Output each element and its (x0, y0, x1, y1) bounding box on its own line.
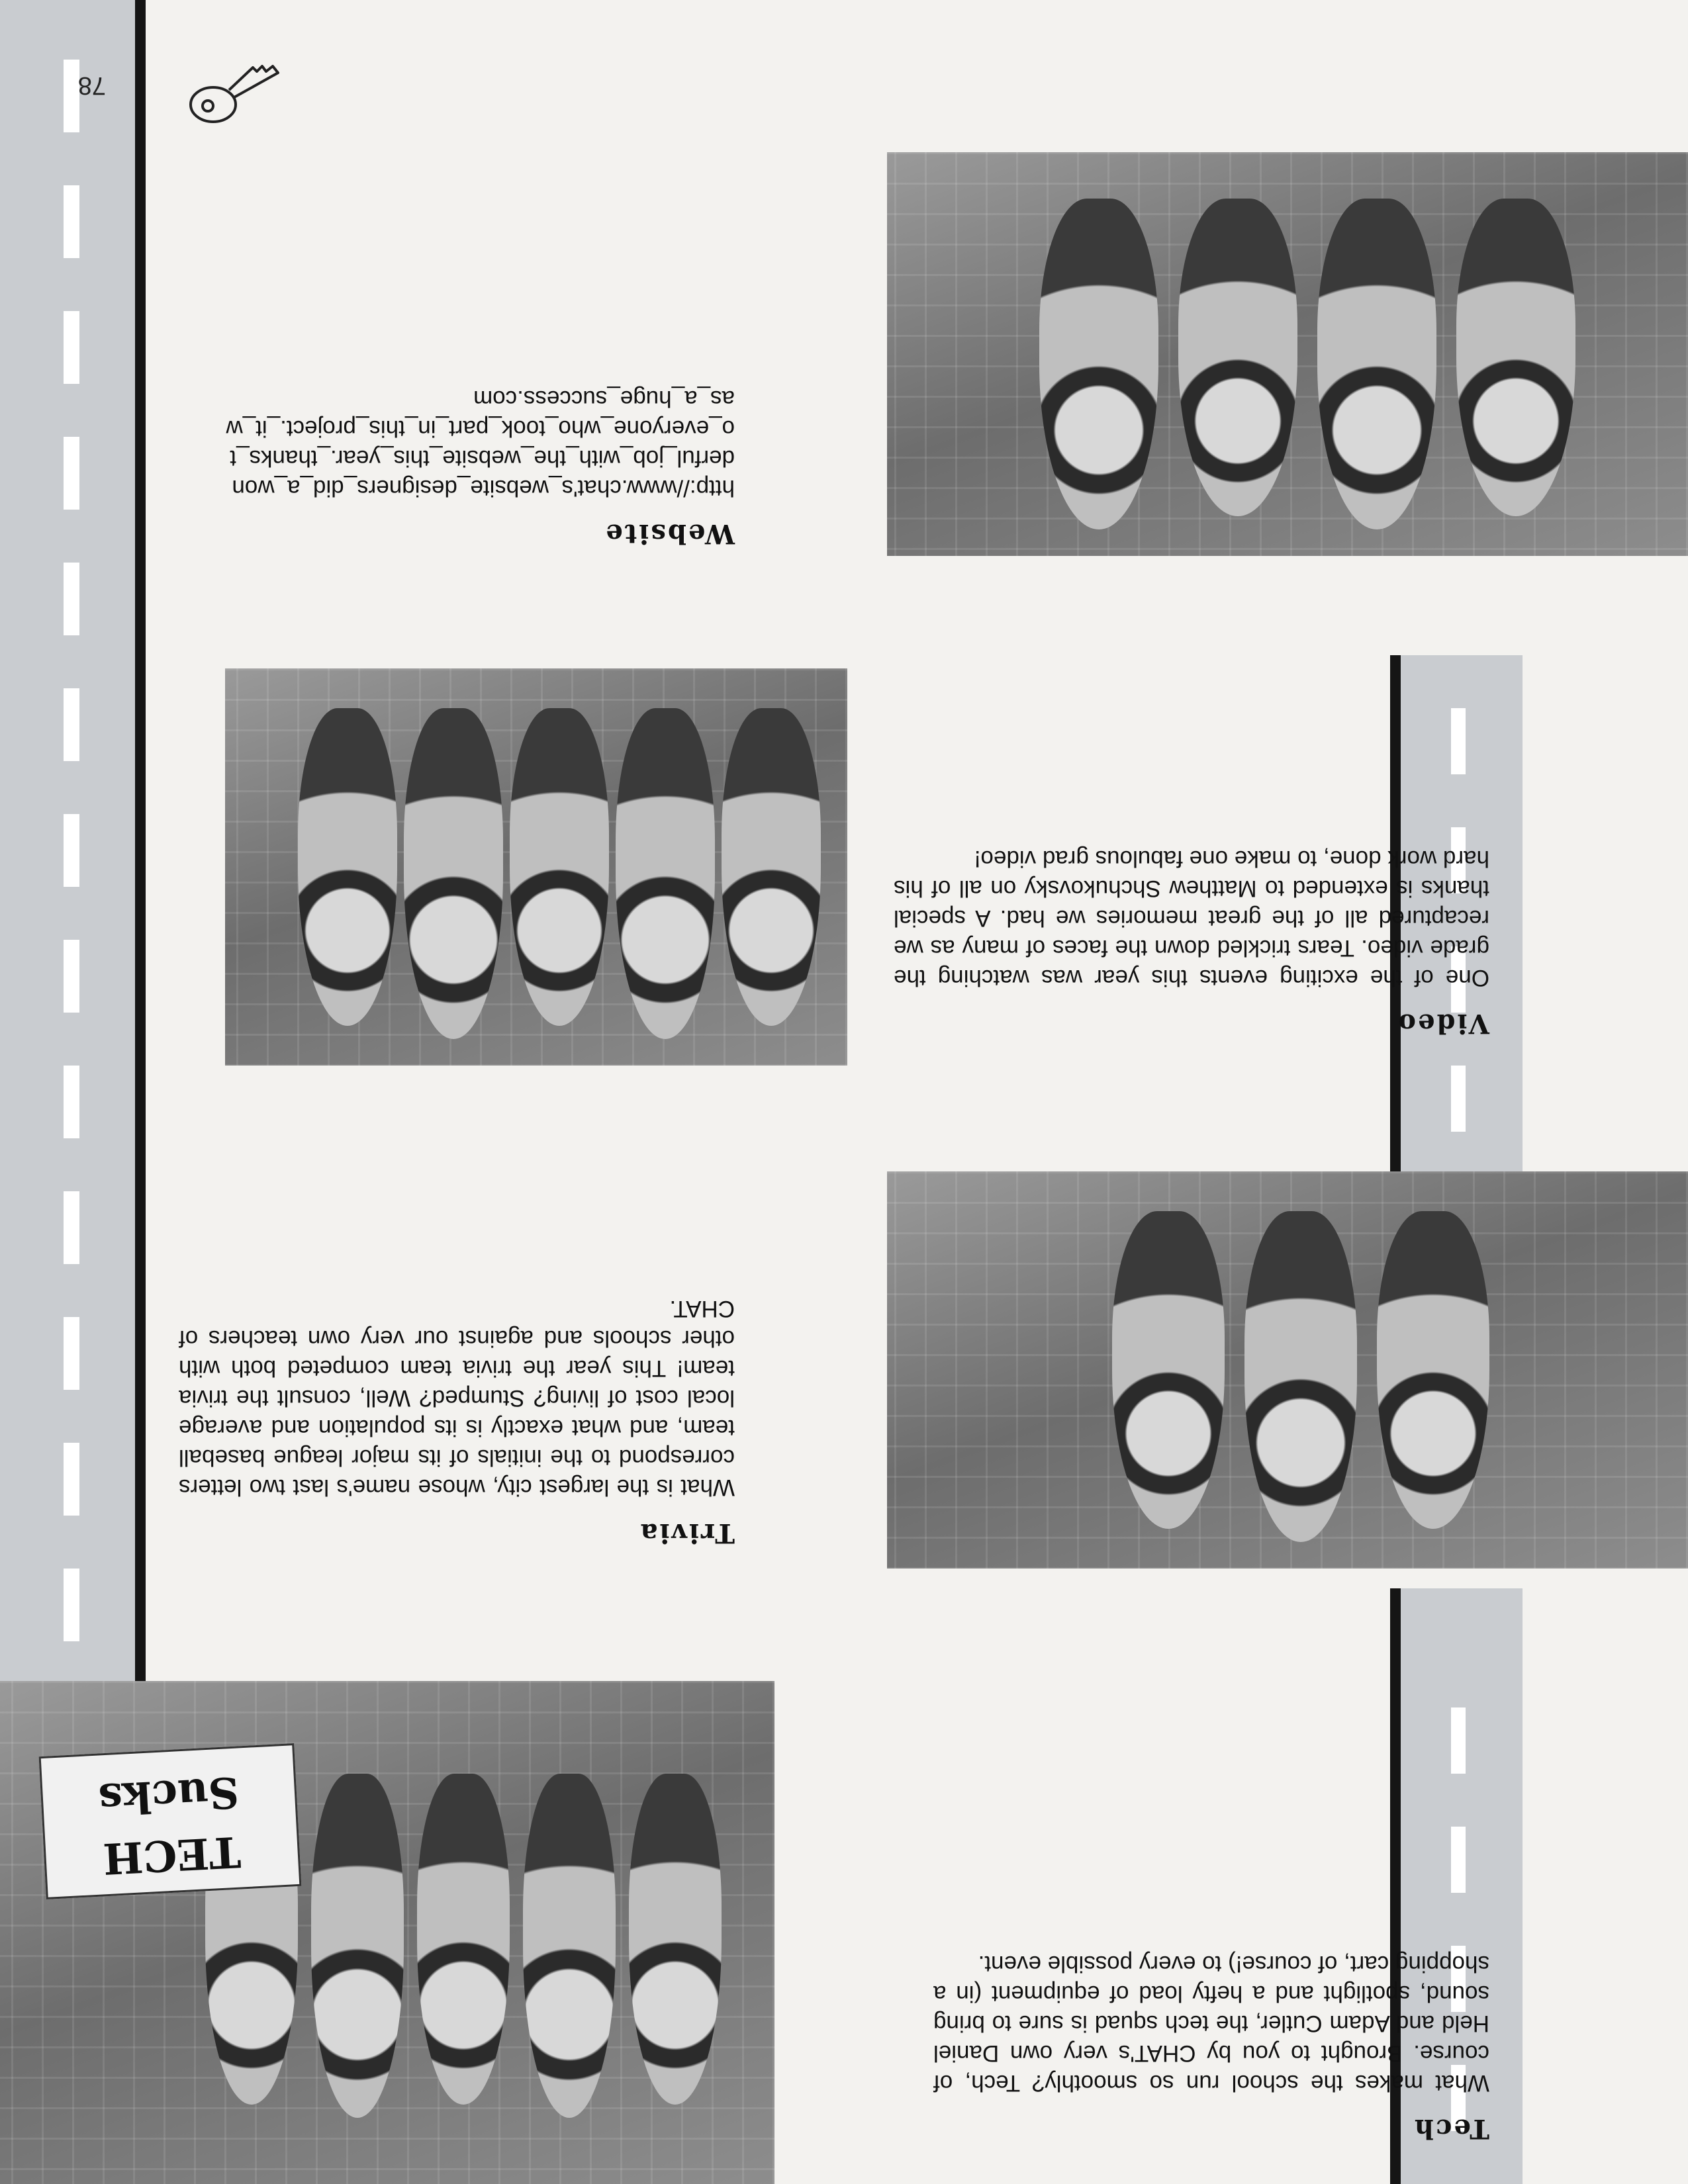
trivia-body: What is the largest city, whose name's last two letters correspond to the initials of its major league baseball team, and what exactly is its population and average local cost of living? Stumped? Well, consult the trivia team! This year the trivia team competed both with other schools and against our very own teachers of CHAT. (179, 1296, 735, 1500)
tech-sign (39, 1743, 302, 1899)
tech-sign-text: TECH Sucks (97, 1766, 242, 1884)
trivia-team-photo (887, 1171, 1688, 1569)
website-body: http://www.chat's_website_designers_did_a_wonderful_job_with_the_website_this_year._thanks_to_everyone_who_took_part_in_this_project._it_was_a_huge_success.com (226, 386, 735, 501)
video-body: One of the exciting events this year was watching the grade video. Tears trickled down the faces of many as we recaptured all of the great memories we had. A special thanks is extended to Matthew Shchukovsky on all of his hard work done, to make one fabulous grad video! (894, 846, 1489, 991)
website-team-photo (887, 152, 1688, 556)
key-icon (185, 60, 291, 132)
website-heading: Website (604, 518, 735, 549)
tech-team-photo (0, 1681, 774, 2184)
video-team-photo (225, 668, 847, 1066)
page-number: 78 (77, 71, 106, 99)
tech-body: What makes the school run so smoothly? Tech, of course. Brought to you by CHAT's very own Daniel Held and Adam Cutler, the tech squad is sure to bring sound, spotlight and a hefty load of equipment (in a shopping cart, of course!) to every possible event. (933, 1951, 1489, 2096)
tech-heading: Tech (1412, 2113, 1489, 2144)
trivia-heading: Trivia (638, 1518, 735, 1549)
video-heading: Video (1396, 1008, 1489, 1039)
